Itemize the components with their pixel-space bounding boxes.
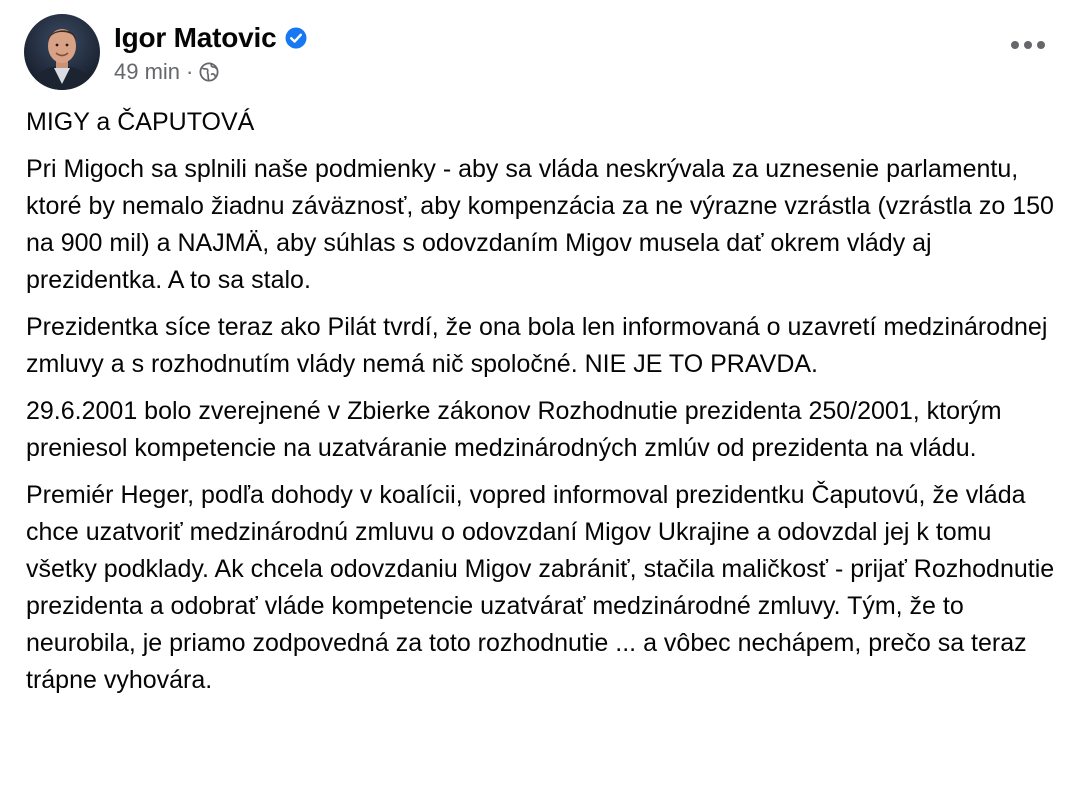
author-avatar[interactable] <box>24 14 100 90</box>
author-row <box>114 19 307 57</box>
post-paragraph: Prezidentka síce teraz ako Pilát tvrdí, že ona bola len informovaná o uzavretí medzinárodnej zmluvy a s rozhodnutím vlády nemá nič spoločné. NIE JE TO PRAVDA. <box>26 313 1048 378</box>
more-horizontal-icon <box>1010 40 1046 50</box>
post-header <box>24 12 307 92</box>
author-name[interactable]: Igor Matovic <box>114 22 277 53</box>
post-subline <box>114 59 307 85</box>
globe-icon[interactable] <box>199 62 219 82</box>
profile-photo-icon <box>24 14 100 90</box>
more-options-button[interactable] <box>1006 30 1050 60</box>
post-paragraph: 29.6.2001 bolo zverejnené v Zbierke zákonov Rozhodnutie prezidenta 250/2001, ktorým preniesol kompetencie na uzatváranie medzinárodných zmlúv od prezidenta na vládu. <box>26 397 1002 462</box>
verified-badge-icon <box>285 27 307 49</box>
post-paragraph: Premiér Heger, podľa dohody v koalícii, vopred informoval prezidentku Čaputovú, že vláda chce uzatvoriť medzinárodnú zmluvu o odovzdaní Migov Ukrajine a odovzdal jej k tomu všetky podklady. Ak chcela odovzdaniu Migov zabrániť, stačila maličkosť - prijať Rozhodnutie prezidenta a odobrať vláde kompetencie uzatvárať medzinárodné zmluvy. Tým, že to neurobila, je priamo zodpovedná za toto rozhodnutie ... a vôbec nechápem, prečo sa teraz trápne vyhovára. <box>26 481 1055 694</box>
separator-dot: · <box>186 59 194 84</box>
post-timestamp[interactable]: 49 min <box>114 59 181 84</box>
post-meta <box>114 19 307 85</box>
post-title-line: MIGY a ČAPUTOVÁ <box>26 108 255 136</box>
post-body <box>26 104 1066 709</box>
post-paragraph: Pri Migoch sa splnili naše podmienky - aby sa vláda neskrývala za uznesenie parlamentu, ktoré by nemalo žiadnu záväznosť, aby kompenzácia za ne výrazne vzrástla (vzrástla zo 150 na 900 mil) a NAJMÄ, aby súhlas s odovzdaním Migov musela dať okrem vlády aj prezidentka. A to sa stalo. <box>26 155 1054 294</box>
